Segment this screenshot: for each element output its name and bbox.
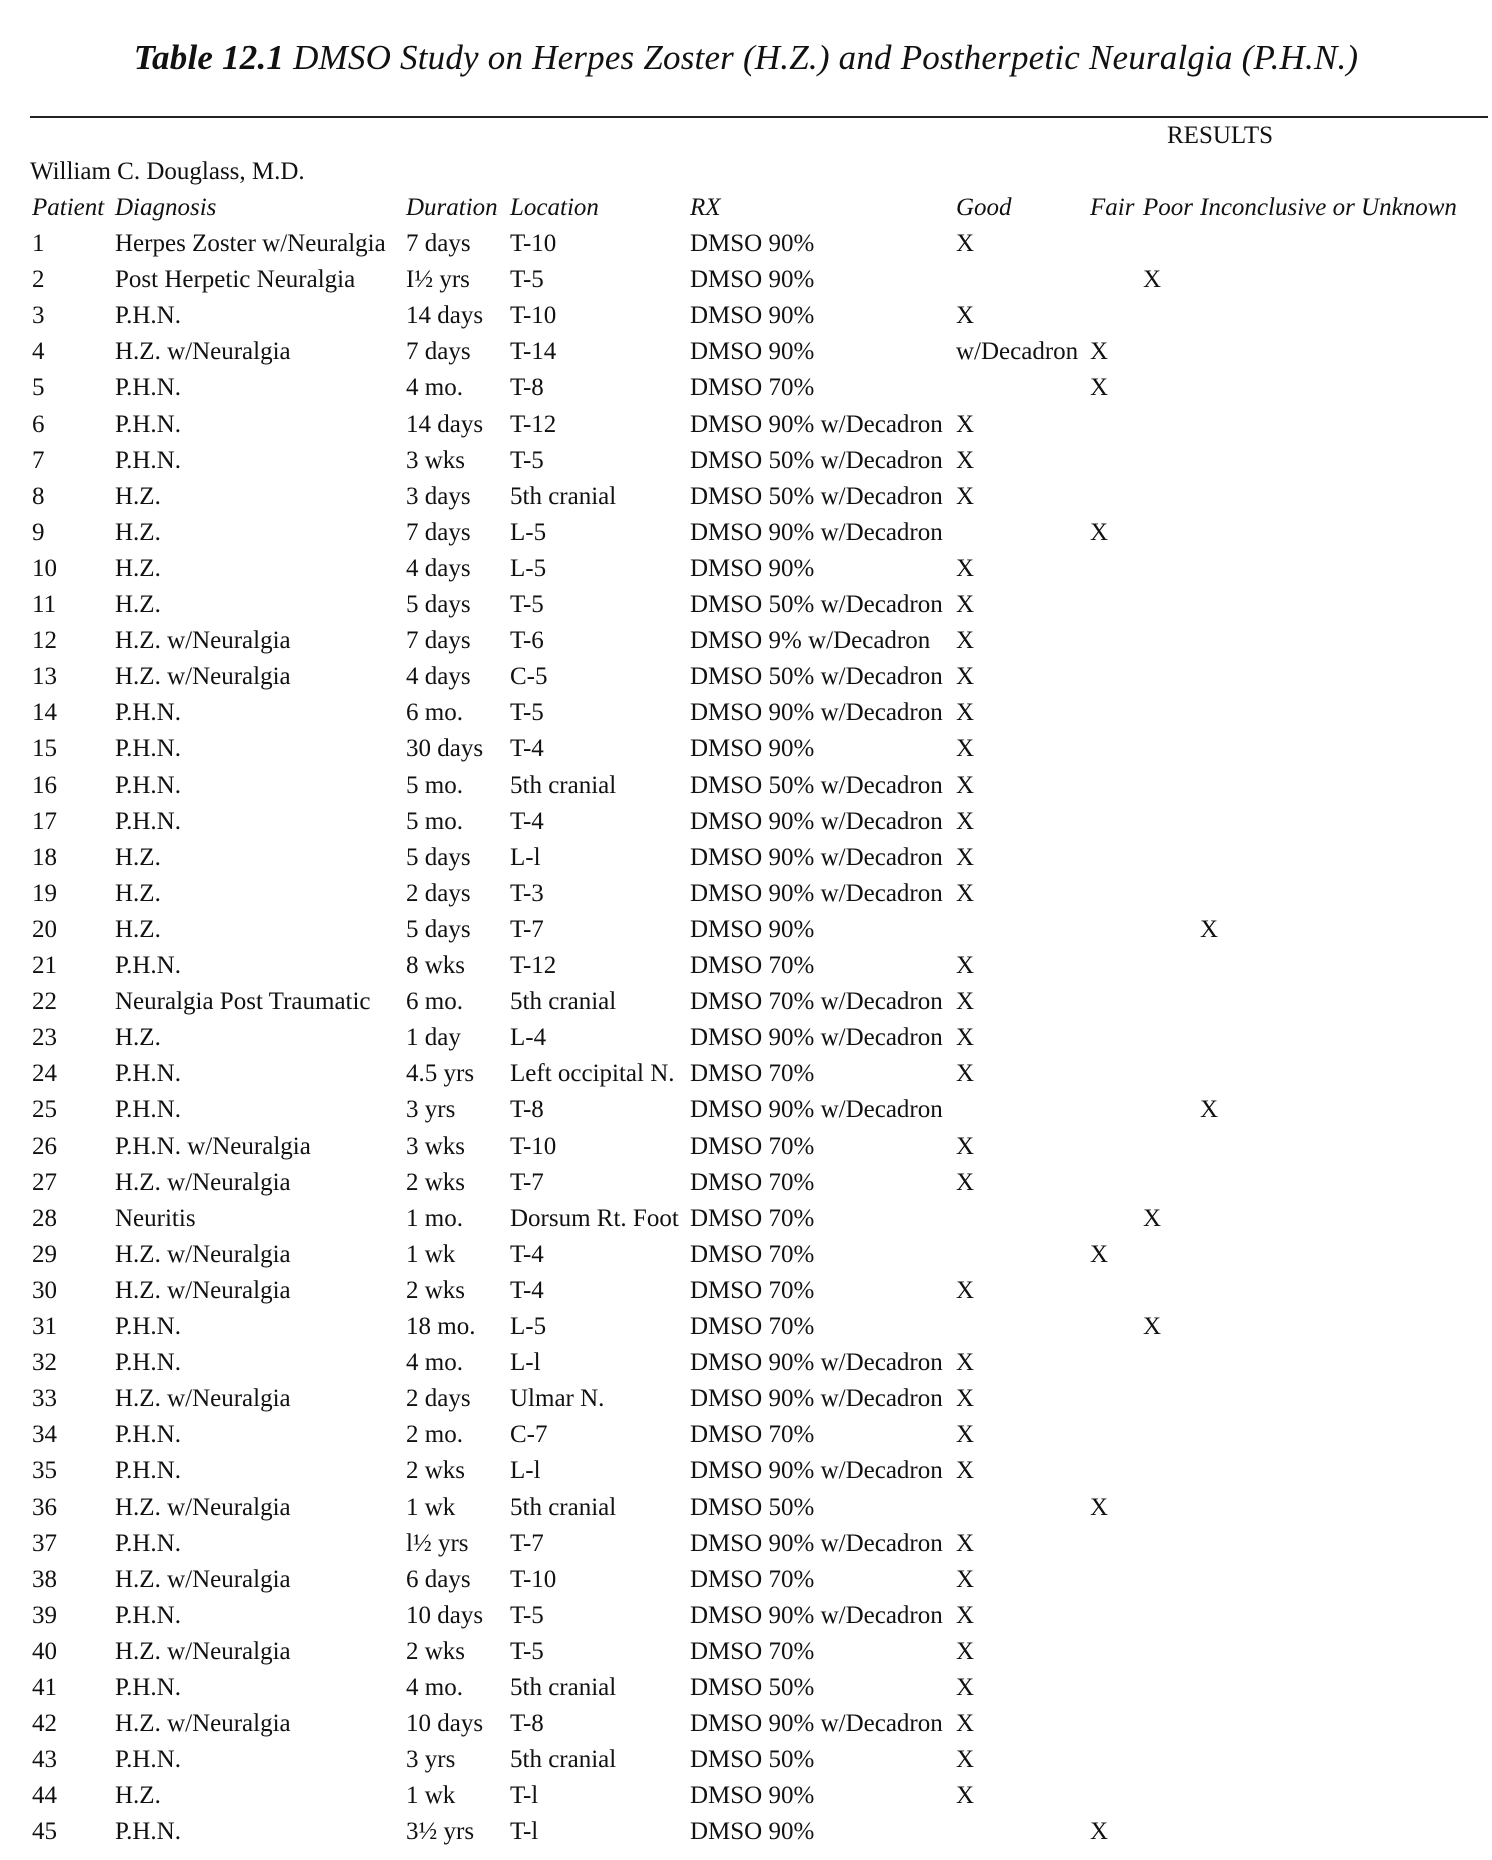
patient-number: 11	[32, 591, 57, 618]
duration-cell: 1 day	[406, 1024, 461, 1051]
location-cell: T-5	[510, 1638, 544, 1665]
diagnosis-cell: Herpes Zoster w/Neuralgia	[115, 230, 386, 257]
patient-number: 16	[32, 772, 57, 799]
rx-cell: DMSO 70%	[690, 1133, 815, 1160]
patient-number: 7	[32, 447, 45, 474]
result-good-cell: X	[956, 1638, 975, 1665]
duration-cell: 3 wks	[406, 447, 466, 474]
rx-cell: DMSO 9% w/Decadron	[690, 627, 931, 654]
patient-number: 14	[32, 699, 57, 726]
patient-number: 31	[32, 1313, 57, 1340]
duration-cell: 7 days	[406, 230, 471, 257]
diagnosis-cell: P.H.N.	[115, 1096, 181, 1123]
diagnosis-cell: P.H.N.	[115, 772, 181, 799]
duration-cell: 2 days	[406, 1385, 471, 1412]
duration-cell: 6 days	[406, 1566, 471, 1593]
diagnosis-cell: H.Z.	[115, 519, 161, 546]
patient-number: 21	[32, 952, 57, 979]
result-poor-cell: X	[1143, 1313, 1162, 1340]
patient-number: 20	[32, 916, 57, 943]
duration-cell: 3 yrs	[406, 1746, 456, 1773]
result-good-cell: X	[956, 1169, 975, 1196]
result-good-cell: X	[956, 699, 975, 726]
duration-cell: 4 mo.	[406, 374, 463, 401]
result-fair-cell: X	[1090, 338, 1109, 365]
result-good-cell: X	[956, 591, 975, 618]
result-good-cell: X	[956, 1710, 975, 1737]
result-poor-cell: X	[1143, 266, 1162, 293]
patient-number: 27	[32, 1169, 57, 1196]
patient-number: 41	[32, 1674, 57, 1701]
patient-number: 24	[32, 1060, 57, 1087]
patient-number: 2	[32, 266, 45, 293]
patient-number: 4	[32, 338, 45, 365]
table-number: Table 12.1	[133, 38, 285, 77]
rx-cell: DMSO 90%	[690, 302, 815, 329]
diagnosis-cell: P.H.N.	[115, 1313, 181, 1340]
location-cell: 5th cranial	[510, 483, 617, 510]
patient-number: 6	[32, 411, 45, 438]
patient-number: 15	[32, 735, 57, 762]
location-cell: L-l	[510, 844, 541, 871]
patient-number: 42	[32, 1710, 57, 1737]
diagnosis-cell: P.H.N.	[115, 374, 181, 401]
location-cell: T-8	[510, 1710, 544, 1737]
patient-number: 43	[32, 1746, 57, 1773]
patient-number: 39	[32, 1602, 57, 1629]
location-cell: T-5	[510, 591, 544, 618]
rx-cell: DMSO 90% w/Decadron	[690, 1710, 943, 1737]
location-cell: T-12	[510, 411, 557, 438]
rx-cell: DMSO 70%	[690, 1638, 815, 1665]
result-fair-cell: X	[1090, 519, 1109, 546]
patient-number: 1	[32, 230, 45, 257]
patient-number: 33	[32, 1385, 57, 1412]
result-good-cell: X	[956, 447, 975, 474]
patient-number: 37	[32, 1530, 57, 1557]
result-good-cell: X	[956, 1746, 975, 1773]
location-cell: 5th cranial	[510, 1674, 617, 1701]
rx-cell: DMSO 90% w/Decadron	[690, 844, 943, 871]
rx-cell: DMSO 50%	[690, 1746, 815, 1773]
location-cell: T-10	[510, 1133, 557, 1160]
result-good-cell: X	[956, 1277, 975, 1304]
patient-number: 36	[32, 1494, 57, 1521]
diagnosis-cell: H.Z. w/Neuralgia	[115, 1638, 291, 1665]
rx-cell: DMSO 70%	[690, 374, 815, 401]
diagnosis-cell: P.H.N.	[115, 1746, 181, 1773]
location-cell: T-3	[510, 880, 544, 907]
patient-number: 38	[32, 1566, 57, 1593]
diagnosis-cell: Neuralgia Post Traumatic	[115, 988, 371, 1015]
diagnosis-cell: H.Z. w/Neuralgia	[115, 663, 291, 690]
patient-number: 30	[32, 1277, 57, 1304]
result-good-cell: w/Decadron	[956, 338, 1079, 365]
patient-number: 10	[32, 555, 57, 582]
rx-cell: DMSO 50% w/Decadron	[690, 483, 943, 510]
patient-number: 40	[32, 1638, 57, 1665]
location-cell: Dorsum Rt. Foot	[510, 1205, 679, 1232]
duration-cell: 7 days	[406, 338, 471, 365]
duration-cell: 2 days	[406, 880, 471, 907]
result-good-cell: X	[956, 1566, 975, 1593]
result-inconclusive-cell: X	[1200, 916, 1219, 943]
diagnosis-cell: P.H.N.	[115, 1818, 181, 1845]
duration-cell: 1 wk	[406, 1782, 456, 1809]
result-good-cell: X	[956, 735, 975, 762]
location-cell: Ulmar N.	[510, 1385, 605, 1412]
patient-number: 8	[32, 483, 45, 510]
diagnosis-cell: H.Z. w/Neuralgia	[115, 1710, 291, 1737]
rx-cell: DMSO 50% w/Decadron	[690, 591, 943, 618]
rx-cell: DMSO 70%	[690, 1060, 815, 1087]
result-good-cell: X	[956, 772, 975, 799]
duration-cell: 8 wks	[406, 952, 466, 979]
duration-cell: 2 mo.	[406, 1421, 463, 1448]
duration-cell: 14 days	[406, 411, 484, 438]
location-cell: T-4	[510, 808, 544, 835]
duration-cell: 3 days	[406, 483, 471, 510]
header-rx: RX	[690, 194, 721, 221]
location-cell: T-4	[510, 735, 544, 762]
duration-cell: 5 mo.	[406, 772, 463, 799]
patient-number: 28	[32, 1205, 57, 1232]
rx-cell: DMSO 90% w/Decadron	[690, 1349, 943, 1376]
result-good-cell: X	[956, 1782, 975, 1809]
result-good-cell: X	[956, 844, 975, 871]
result-good-cell: X	[956, 952, 975, 979]
result-inconclusive-cell: X	[1200, 1096, 1219, 1123]
location-cell: L-l	[510, 1457, 541, 1484]
result-fair-cell: X	[1090, 1818, 1109, 1845]
location-cell: T-4	[510, 1241, 544, 1268]
diagnosis-cell: Post Herpetic Neuralgia	[115, 266, 356, 293]
result-fair-cell: X	[1090, 374, 1109, 401]
rx-cell: DMSO 90% w/Decadron	[690, 1602, 943, 1629]
duration-cell: 10 days	[406, 1710, 484, 1737]
diagnosis-cell: P.H.N.	[115, 735, 181, 762]
location-cell: 5th cranial	[510, 1494, 617, 1521]
rx-cell: DMSO 70%	[690, 1169, 815, 1196]
patient-number: 12	[32, 627, 57, 654]
diagnosis-cell: H.Z.	[115, 916, 161, 943]
header-location: Location	[510, 194, 599, 221]
rx-cell: DMSO 90% w/Decadron	[690, 411, 943, 438]
header-poor: Poor	[1143, 194, 1193, 221]
rx-cell: DMSO 50%	[690, 1674, 815, 1701]
rx-cell: DMSO 90% w/Decadron	[690, 880, 943, 907]
rx-cell: DMSO 90% w/Decadron	[690, 1530, 943, 1557]
patient-number: 3	[32, 302, 45, 329]
result-good-cell: X	[956, 555, 975, 582]
rx-cell: DMSO 50% w/Decadron	[690, 447, 943, 474]
duration-cell: 2 wks	[406, 1457, 466, 1484]
result-fair-cell: X	[1090, 1494, 1109, 1521]
duration-cell: 6 mo.	[406, 988, 463, 1015]
location-cell: C-7	[510, 1421, 548, 1448]
header-diagnosis: Diagnosis	[115, 194, 217, 221]
result-good-cell: X	[956, 302, 975, 329]
diagnosis-cell: P.H.N.	[115, 952, 181, 979]
duration-cell: 2 wks	[406, 1169, 466, 1196]
duration-cell: 7 days	[406, 519, 471, 546]
result-good-cell: X	[956, 1457, 975, 1484]
duration-cell: 5 mo.	[406, 808, 463, 835]
rx-cell: DMSO 90% w/Decadron	[690, 808, 943, 835]
location-cell: T-10	[510, 302, 557, 329]
patient-number: 23	[32, 1024, 57, 1051]
location-cell: T-l	[510, 1818, 539, 1845]
duration-cell: 7 days	[406, 627, 471, 654]
header-patient: Patient	[32, 194, 105, 221]
patient-number: 22	[32, 988, 57, 1015]
patient-number: 45	[32, 1818, 57, 1845]
result-fair-cell: X	[1090, 1241, 1109, 1268]
rx-cell: DMSO 90%	[690, 555, 815, 582]
rx-cell: DMSO 90% w/Decadron	[690, 1385, 943, 1412]
rx-cell: DMSO 90% w/Decadron	[690, 1096, 943, 1123]
duration-cell: 2 wks	[406, 1277, 466, 1304]
diagnosis-cell: P.H.N. w/Neuralgia	[115, 1133, 311, 1160]
duration-cell: 18 mo.	[406, 1313, 476, 1340]
rx-cell: DMSO 90% w/Decadron	[690, 519, 943, 546]
duration-cell: 6 mo.	[406, 699, 463, 726]
rx-cell: DMSO 90%	[690, 1782, 815, 1809]
result-good-cell: X	[956, 1349, 975, 1376]
duration-cell: 30 days	[406, 735, 484, 762]
patient-number: 35	[32, 1457, 57, 1484]
rx-cell: DMSO 90%	[690, 1818, 815, 1845]
rx-cell: DMSO 90%	[690, 230, 815, 257]
diagnosis-cell: H.Z. w/Neuralgia	[115, 1566, 291, 1593]
patient-number: 32	[32, 1349, 57, 1376]
rx-cell: DMSO 70% w/Decadron	[690, 988, 943, 1015]
location-cell: T-5	[510, 1602, 544, 1629]
rx-cell: DMSO 70%	[690, 1277, 815, 1304]
duration-cell: 3 wks	[406, 1133, 466, 1160]
location-cell: T-14	[510, 338, 557, 365]
diagnosis-cell: P.H.N.	[115, 1349, 181, 1376]
patient-number: 26	[32, 1133, 57, 1160]
location-cell: T-4	[510, 1277, 544, 1304]
rx-cell: DMSO 50% w/Decadron	[690, 663, 943, 690]
rx-cell: DMSO 90% w/Decadron	[690, 1024, 943, 1051]
rx-cell: DMSO 70%	[690, 1205, 815, 1232]
result-good-cell: X	[956, 230, 975, 257]
location-cell: C-5	[510, 663, 548, 690]
table-title	[0, 38, 1492, 78]
location-cell: 5th cranial	[510, 988, 617, 1015]
location-cell: T-5	[510, 447, 544, 474]
result-good-cell: X	[956, 808, 975, 835]
duration-cell: 4 mo.	[406, 1674, 463, 1701]
result-poor-cell: X	[1143, 1205, 1162, 1232]
diagnosis-cell: H.Z. w/Neuralgia	[115, 1385, 291, 1412]
table-caption: DMSO Study on Herpes Zoster (H.Z.) and Postherpetic Neuralgia (P.H.N.)	[293, 38, 1359, 77]
diagnosis-cell: H.Z.	[115, 1782, 161, 1809]
result-good-cell: X	[956, 1674, 975, 1701]
diagnosis-cell: H.Z.	[115, 1024, 161, 1051]
diagnosis-cell: P.H.N.	[115, 1457, 181, 1484]
diagnosis-cell: P.H.N.	[115, 411, 181, 438]
duration-cell: 2 wks	[406, 1638, 466, 1665]
location-cell: T-10	[510, 1566, 557, 1593]
diagnosis-cell: H.Z.	[115, 555, 161, 582]
location-cell: 5th cranial	[510, 1746, 617, 1773]
result-good-cell: X	[956, 988, 975, 1015]
diagnosis-cell: P.H.N.	[115, 1674, 181, 1701]
rx-cell: DMSO 70%	[690, 1241, 815, 1268]
diagnosis-cell: H.Z. w/Neuralgia	[115, 627, 291, 654]
author: William C. Douglass, M.D.	[30, 158, 305, 185]
duration-cell: 4.5 yrs	[406, 1060, 475, 1087]
title-rule	[30, 116, 1488, 118]
patient-number: 44	[32, 1782, 57, 1809]
duration-cell: 14 days	[406, 302, 484, 329]
diagnosis-cell: H.Z. w/Neuralgia	[115, 338, 291, 365]
diagnosis-cell: P.H.N.	[115, 1421, 181, 1448]
result-good-cell: X	[956, 1060, 975, 1087]
result-good-cell: X	[956, 1421, 975, 1448]
location-cell: T-8	[510, 374, 544, 401]
patient-number: 17	[32, 808, 57, 835]
location-cell: L-l	[510, 1349, 541, 1376]
diagnosis-cell: H.Z. w/Neuralgia	[115, 1277, 291, 1304]
diagnosis-cell: H.Z. w/Neuralgia	[115, 1169, 291, 1196]
rx-cell: DMSO 70%	[690, 952, 815, 979]
duration-cell: 3 yrs	[406, 1096, 456, 1123]
diagnosis-cell: P.H.N.	[115, 1060, 181, 1087]
patient-number: 13	[32, 663, 57, 690]
rx-cell: DMSO 50% w/Decadron	[690, 772, 943, 799]
patient-number: 5	[32, 374, 45, 401]
patient-number: 18	[32, 844, 57, 871]
duration-cell: 5 days	[406, 591, 471, 618]
location-cell: T-5	[510, 266, 544, 293]
rx-cell: DMSO 90%	[690, 338, 815, 365]
result-good-cell: X	[956, 411, 975, 438]
rx-cell: DMSO 90% w/Decadron	[690, 699, 943, 726]
rx-cell: DMSO 90% w/Decadron	[690, 1457, 943, 1484]
location-cell: L-5	[510, 1313, 547, 1340]
location-cell: L-5	[510, 555, 547, 582]
rx-cell: DMSO 90%	[690, 266, 815, 293]
rx-cell: DMSO 90%	[690, 916, 815, 943]
duration-cell: 5 days	[406, 916, 471, 943]
diagnosis-cell: P.H.N.	[115, 302, 181, 329]
result-good-cell: X	[956, 1385, 975, 1412]
header-good: Good	[956, 194, 1012, 221]
location-cell: T-7	[510, 1169, 544, 1196]
location-cell: Left occipital N.	[510, 1060, 675, 1087]
diagnosis-cell: P.H.N.	[115, 808, 181, 835]
result-good-cell: X	[956, 663, 975, 690]
result-good-cell: X	[956, 1024, 975, 1051]
rx-cell: DMSO 70%	[690, 1566, 815, 1593]
diagnosis-cell: Neuritis	[115, 1205, 196, 1232]
duration-cell: 1 mo.	[406, 1205, 463, 1232]
results-label: RESULTS	[1167, 122, 1274, 149]
header-fair: Fair	[1090, 194, 1135, 221]
duration-cell: 1 wk	[406, 1241, 456, 1268]
result-good-cell: X	[956, 1602, 975, 1629]
patient-number: 19	[32, 880, 57, 907]
duration-cell: 5 days	[406, 844, 471, 871]
duration-cell: 1 wk	[406, 1494, 456, 1521]
location-cell: T-7	[510, 1530, 544, 1557]
location-cell: T-10	[510, 230, 557, 257]
diagnosis-cell: P.H.N.	[115, 1602, 181, 1629]
diagnosis-cell: H.Z.	[115, 844, 161, 871]
location-cell: T-6	[510, 627, 544, 654]
duration-cell: 4 mo.	[406, 1349, 463, 1376]
duration-cell: I½ yrs	[406, 266, 470, 293]
diagnosis-cell: P.H.N.	[115, 699, 181, 726]
diagnosis-cell: H.Z. w/Neuralgia	[115, 1494, 291, 1521]
rx-cell: DMSO 90%	[690, 735, 815, 762]
diagnosis-cell: H.Z. w/Neuralgia	[115, 1241, 291, 1268]
diagnosis-cell: H.Z.	[115, 591, 161, 618]
result-good-cell: X	[956, 483, 975, 510]
location-cell: L-5	[510, 519, 547, 546]
result-good-cell: X	[956, 1530, 975, 1557]
rx-cell: DMSO 70%	[690, 1313, 815, 1340]
location-cell: 5th cranial	[510, 772, 617, 799]
header-inconclusive: Inconclusive or Unknown	[1200, 194, 1457, 221]
duration-cell: 4 days	[406, 663, 471, 690]
rx-cell: DMSO 50%	[690, 1494, 815, 1521]
header-duration: Duration	[406, 194, 498, 221]
duration-cell: l½ yrs	[406, 1530, 469, 1557]
rx-cell: DMSO 70%	[690, 1421, 815, 1448]
result-good-cell: X	[956, 1133, 975, 1160]
location-cell: L-4	[510, 1024, 547, 1051]
diagnosis-cell: P.H.N.	[115, 1530, 181, 1557]
patient-number: 9	[32, 519, 45, 546]
result-good-cell: X	[956, 627, 975, 654]
patient-number: 29	[32, 1241, 57, 1268]
duration-cell: 3½ yrs	[406, 1818, 475, 1845]
diagnosis-cell: H.Z.	[115, 880, 161, 907]
duration-cell: 4 days	[406, 555, 471, 582]
location-cell: T-l	[510, 1782, 539, 1809]
duration-cell: 10 days	[406, 1602, 484, 1629]
diagnosis-cell: H.Z.	[115, 483, 161, 510]
diagnosis-cell: P.H.N.	[115, 447, 181, 474]
location-cell: T-8	[510, 1096, 544, 1123]
location-cell: T-7	[510, 916, 544, 943]
patient-number: 25	[32, 1096, 57, 1123]
result-good-cell: X	[956, 880, 975, 907]
location-cell: T-5	[510, 699, 544, 726]
location-cell: T-12	[510, 952, 557, 979]
patient-number: 34	[32, 1421, 57, 1448]
